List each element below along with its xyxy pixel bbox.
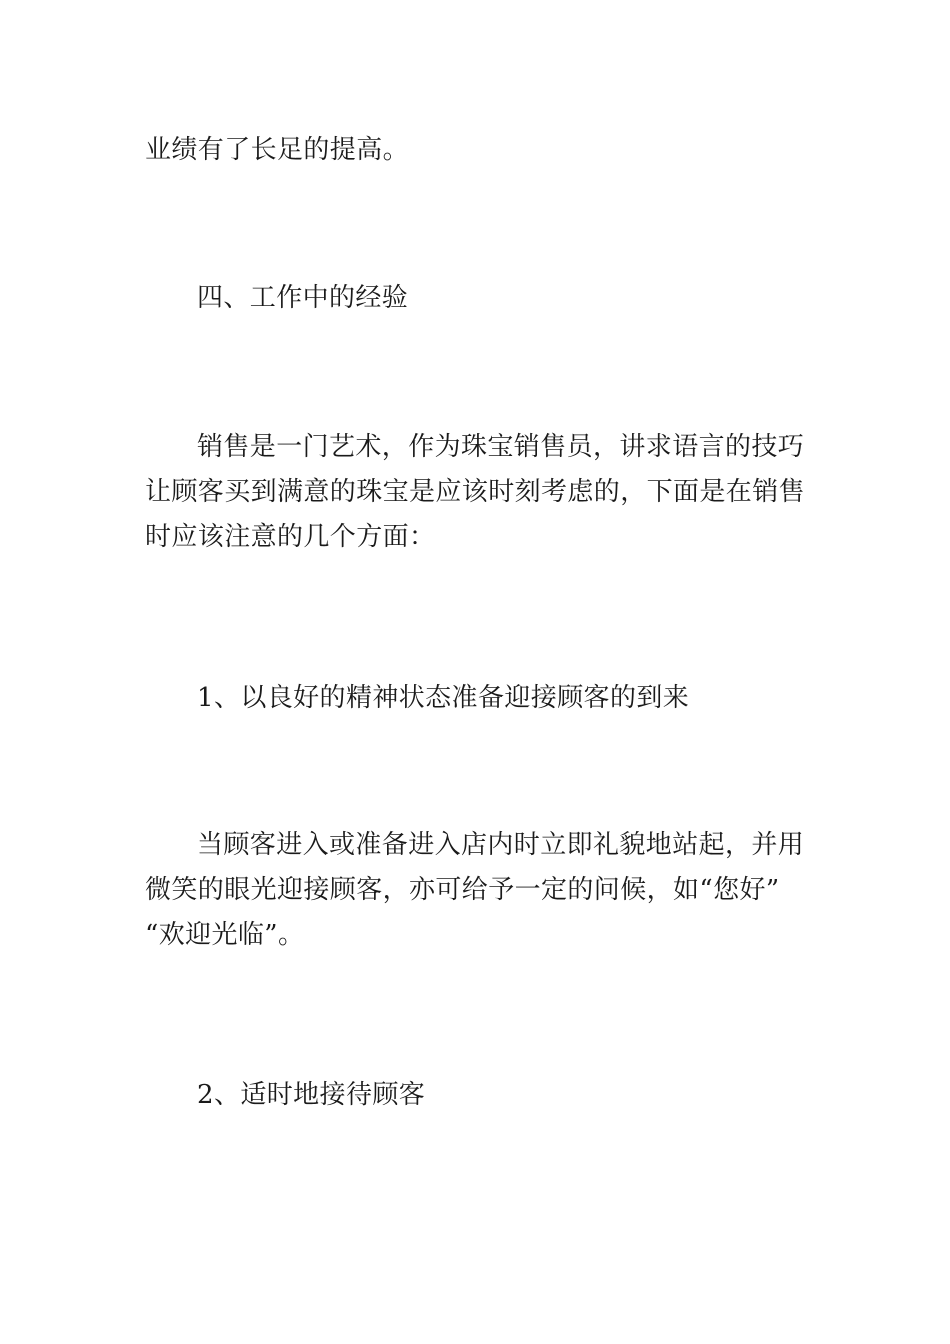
text-line: 1、以良好的精神状态准备迎接顾客的到来 [197,683,690,713]
text-line: 销售是一门艺术，作为珠宝销售员，讲求语言的技巧 [197,432,805,462]
text-line: 业绩有了长足的提高。 [145,135,410,165]
paragraph-greeting [145,823,810,958]
text-line: “欢迎光临”。 [145,920,305,950]
paragraph-intro [145,425,810,560]
text-line: 四、工作中的经验 [197,283,409,313]
text-line: 让顾客买到满意的珠宝是应该时刻考虑的，下面是在销售 [145,477,806,507]
section-heading [145,276,810,321]
paragraph-continuation [145,128,810,173]
text-line: 微笑的眼光迎接顾客，亦可给予一定的问候，如“您好” [145,875,780,905]
text-line: 2、适时地接待顾客 [197,1080,426,1110]
text-line: 时应该注意的几个方面： [145,522,436,552]
text-line: 当顾客进入或准备进入店内时立即礼貌地站起，并用 [197,830,805,860]
subheading-2 [145,1073,810,1118]
subheading-1 [145,676,810,721]
